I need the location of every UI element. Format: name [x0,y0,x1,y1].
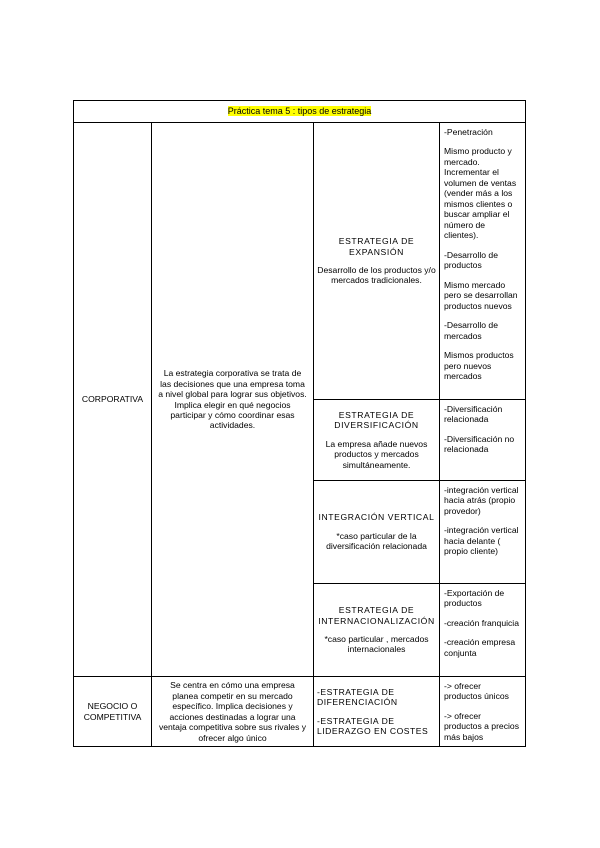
strategy-name: ESTRATEGIA DE INTERNACIONALIZACIÓN [318,605,435,626]
strategy-name: -ESTRATEGIA DE DIFERENCIACIÓN [317,686,398,708]
option-item: Mismo mercado pero se desarrollan productos nuevos [444,279,518,311]
option-item: -integración vertical hacia delante ( propio cliente) [444,525,519,557]
strategy-subtitle: Desarrollo de los productos y/o mercados tradicionales. [317,265,436,286]
category-negocio: NEGOCIO O COMPETITIVA [74,677,152,747]
strategy-name: ESTRATEGIA DE EXPANSIÓN [338,236,415,257]
option-item: Mismo producto y mercado. Incrementar el volumen de ventas (vender más a los mismos clientes o buscar ampliar el número de clientes). [444,146,517,241]
option-item: -creación franquicia [444,617,519,628]
strategy-name: ESTRATEGIA DE DIVERSIFICACIÓN [334,409,419,431]
strategy-table [73,100,526,747]
strategy-name: INTEGRACIÓN VERTICAL [318,512,435,523]
strategy-expansion-cell [314,123,440,400]
option-item: -Desarrollo de productos [444,249,498,271]
option-item: -Diversificación no relacionada [444,433,515,455]
title-cell [74,101,526,123]
description-negocio: Se centra en cómo una empresa planea competir en su mercado específico. Implica decisiones y acciones destinadas a lograr una ventaja competitiva sobre sus rivales y ofrecer algo único [152,677,314,747]
strategy-subtitle: *caso particular de la diversificación relacionada [326,530,427,552]
category-corporativa: CORPORATIVA [74,123,152,677]
options-internacionalizacion [440,584,526,677]
option-item: -integración vertical hacia atrás (propio provedor) [444,485,519,516]
strategies-negocio [314,677,440,747]
description-corporativa: La estrategia corporativa se trata de las decisiones que una empresa toma a nivel global para lograr sus objetivos. Implica elegir en qué negocios participar y cómo coordinar esas actividades. [152,123,314,677]
options-integracion [440,481,526,584]
options-negocio [440,677,526,747]
strategy-subtitle: *caso particular , mercados internacionales [324,634,429,655]
strategy-integracion-cell [314,481,440,584]
strategy-name: -ESTRATEGIA DE LIDERAZGO EN COSTES [317,715,429,737]
row-expansion [74,123,526,400]
row-negocio [74,677,526,747]
options-expansion [440,123,526,400]
option-item: -> ofrecer productos únicos [444,681,509,702]
page-title: Práctica tema 5 : tipos de estrategia [227,106,372,117]
strategy-subtitle: La empresa añade nuevos productos y mercados simultáneamente. [325,438,428,470]
option-item: -> ofrecer productos a precios más bajos [444,710,519,742]
strategy-diversificacion-cell [314,400,440,481]
option-item: -Diversificación relacionada [444,404,503,425]
option-item: -Desarrollo de mercados [444,320,498,341]
option-item: -Penetración [444,127,493,137]
option-item: Mismos productos pero nuevos mercados [444,350,514,382]
option-item: -Exportación de productos [444,588,505,609]
title-row [74,101,526,123]
option-item: -creación empresa conjunta [444,637,516,658]
options-diversificacion [440,400,526,481]
strategy-internacionalizacion-cell [314,584,440,677]
